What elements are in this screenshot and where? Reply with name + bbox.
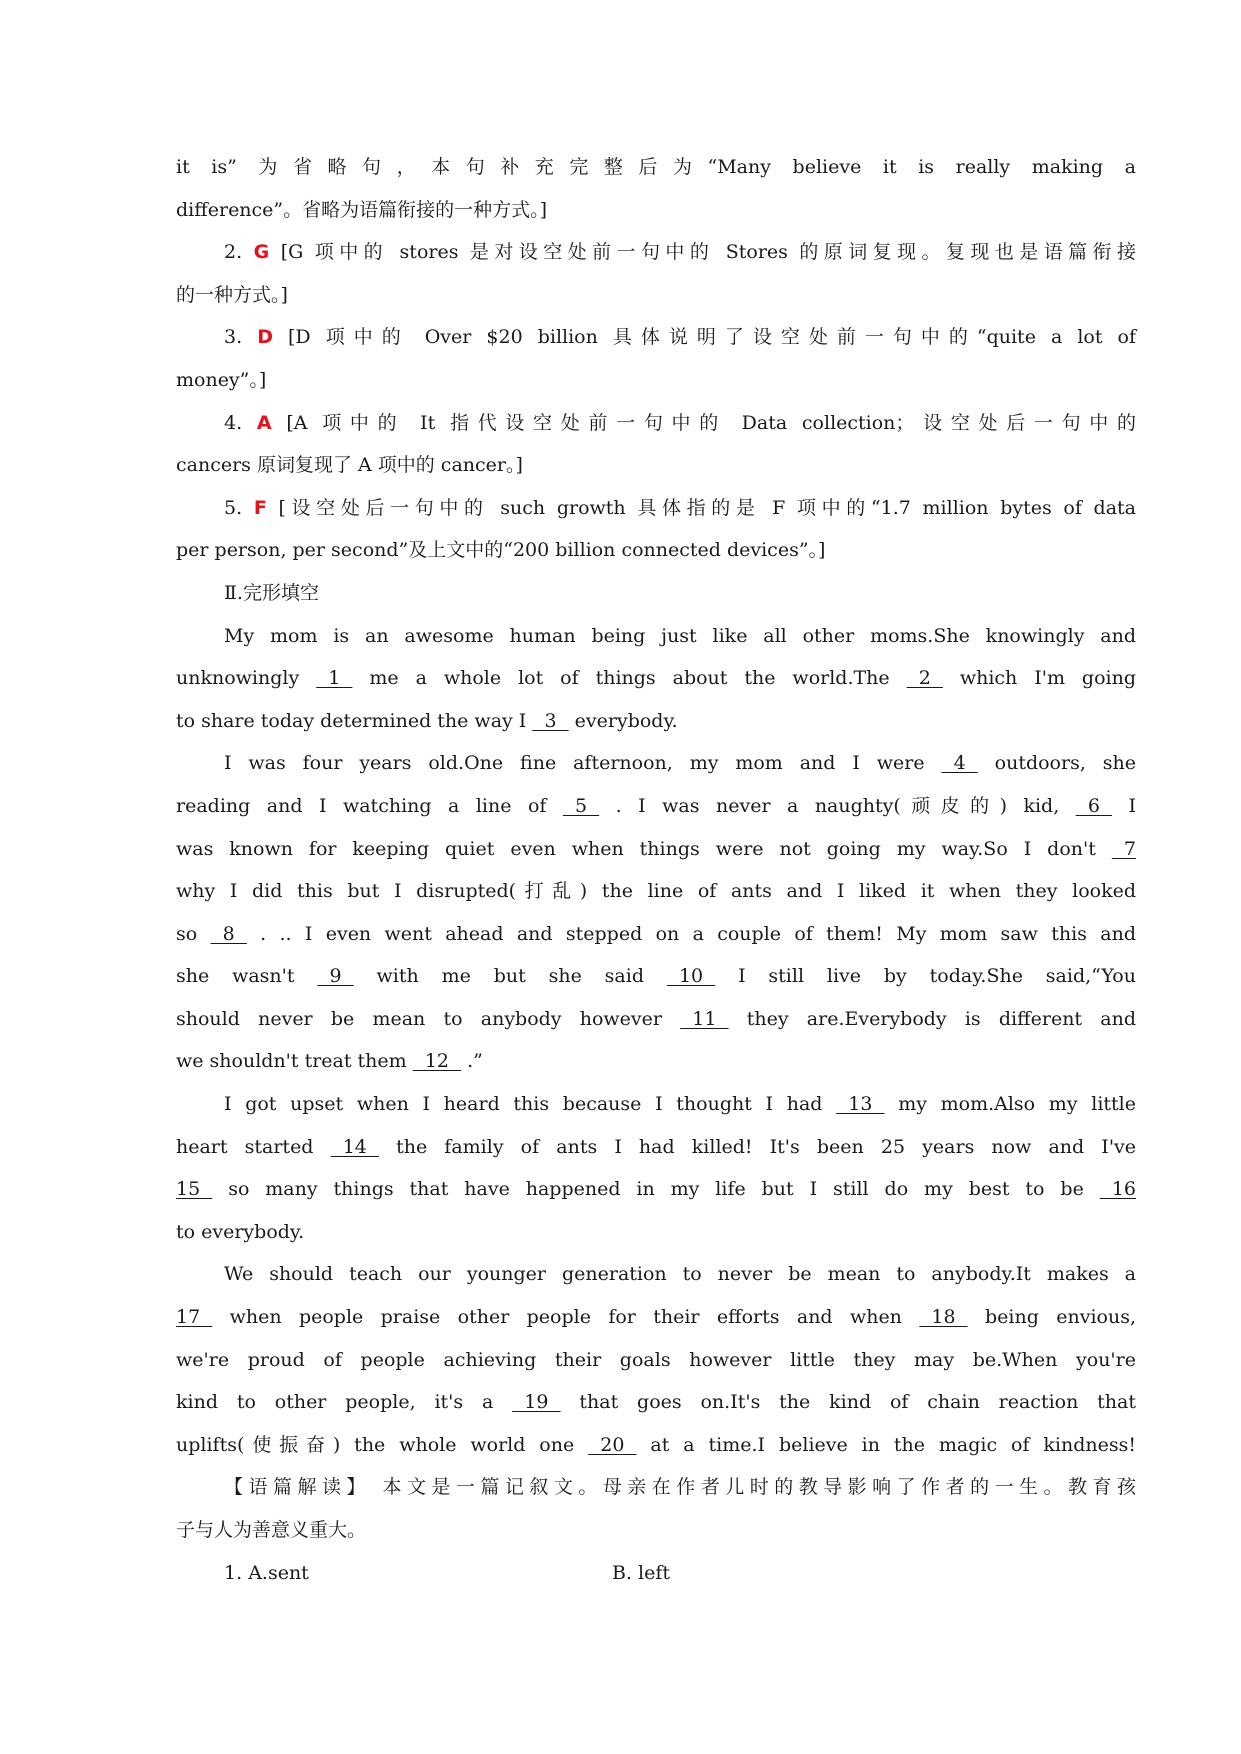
- answer-number: 4.: [224, 411, 243, 434]
- passage-p2-line-8: [176, 1040, 1136, 1083]
- blank-10: 10: [666, 965, 716, 988]
- answer-5-line-1: [176, 487, 1136, 530]
- text: should never be mean to anybody however: [176, 1007, 662, 1030]
- option-a: A.sent: [248, 1561, 309, 1584]
- blank-20: 20: [588, 1433, 637, 1456]
- answer-number: 2.: [224, 241, 243, 264]
- passage-p1-line-3: [176, 700, 1136, 743]
- blank-18: 18: [919, 1306, 968, 1329]
- text: which I'm going: [959, 667, 1136, 690]
- text: at a time.I believe in the magic of kindness!: [650, 1433, 1137, 1456]
- passage-p2-line-4: why I did this but I disrupted(打乱) the line of ants and I liked it when they looked: [176, 880, 1136, 903]
- passage-p4-line-3: we're proud of people achieving their goals however little they may be.When you're: [176, 1348, 1136, 1371]
- answer-explanation: [G 项中的 stores 是对设空处前一句中的 Stores 的原词复现。复现也是语篇衔接: [280, 241, 1137, 264]
- passage-p4-line-1: We should teach our younger generation to never be mean to anybody.It makes a: [224, 1263, 1136, 1286]
- passage-p2-line-2: [176, 785, 1136, 828]
- blank-8: 8: [210, 922, 247, 945]
- analysis-line-1: [176, 1466, 1136, 1509]
- blank-19: 19: [512, 1391, 561, 1414]
- text: outdoors, she: [994, 752, 1136, 775]
- blank-4: 4: [941, 752, 978, 775]
- passage-p1-line-1: My mom is an awesome human being just like all other moms.She knowingly and: [224, 624, 1136, 647]
- text: with me but she said: [376, 965, 644, 988]
- blank-14: 14: [330, 1135, 379, 1158]
- text: when people praise other people for their efforts and when: [229, 1306, 902, 1329]
- text: they are.Everybody is different and: [746, 1007, 1136, 1030]
- text: was known for keeping quiet even when things were not going my way.So I don't: [176, 837, 1096, 860]
- text: that goes on.It's the kind of chain reaction that: [579, 1391, 1137, 1414]
- passage-p3-line-2: [176, 1126, 1136, 1169]
- question-number: 1.: [224, 1561, 243, 1584]
- passage-p3-line-3: [176, 1168, 1136, 1211]
- passage-p2-line-7: [176, 998, 1136, 1041]
- section-title: Ⅱ.完形填空: [224, 581, 319, 604]
- text: .”: [467, 1050, 483, 1073]
- answer-4-line-1: [176, 402, 1136, 445]
- passage-p2-line-5: [176, 913, 1136, 956]
- blank-16: 16: [1099, 1178, 1136, 1201]
- answer-3-line-2: money”。]: [176, 368, 267, 391]
- answer-number: 3.: [224, 326, 243, 349]
- answer-1-line-2: difference”。省略为语篇衔接的一种方式。]: [176, 198, 548, 221]
- answer-4-line-2: cancers 原词复现了 A 项中的 cancer。]: [176, 454, 523, 477]
- passage-p2-line-6: [176, 955, 1136, 998]
- passage-p1-line-2: [176, 657, 1136, 700]
- text: the family of ants I had killed! It's been 25 years now and I've: [396, 1135, 1137, 1158]
- passage-p2-line-3: [176, 828, 1136, 871]
- answer-1-line-1: it is” 为省略句，本句补充完整后为“Many believe it is really making a: [176, 156, 1136, 178]
- passage-p2-line-1: [176, 742, 1136, 785]
- option-b: B. left: [612, 1561, 671, 1584]
- blank-15: 15: [176, 1178, 213, 1201]
- question-1-options: [176, 1552, 1136, 1595]
- text: she wasn't: [176, 965, 295, 988]
- answer-key: G: [253, 241, 270, 264]
- text: me a whole lot of things about the world.The: [369, 667, 890, 690]
- text: I got upset when I heard this because I thought I had: [224, 1093, 823, 1116]
- text: to share today determined the way I: [176, 709, 527, 732]
- text: I: [1128, 794, 1136, 817]
- analysis-text: 本文是一篇记叙文。母亲在作者儿时的教导影响了作者的一生。教育孩: [382, 1476, 1136, 1499]
- answer-2-line-1: [176, 231, 1136, 274]
- passage-p4-line-2: [176, 1296, 1136, 1339]
- text: . .. I even went ahead and stepped on a couple of them! My mom saw this and: [260, 922, 1136, 945]
- answer-key: D: [257, 326, 273, 349]
- answer-explanation: [A 项中的 It 指代设空处前一句中的 Data collection；设空处后一句中的: [286, 411, 1136, 434]
- blank-9: 9: [317, 965, 354, 988]
- passage-p4-line-5: [176, 1424, 1136, 1467]
- blank-12: 12: [412, 1050, 462, 1073]
- answer-explanation: [设空处后一句中的 such growth 具体指的是 F 项中的“1.7 million bytes of data: [278, 496, 1136, 519]
- document-body: [176, 146, 1136, 1594]
- answer-key: F: [253, 496, 267, 519]
- passage-p4-line-4: [176, 1381, 1136, 1424]
- text: so: [176, 922, 198, 945]
- answer-explanation: [D 项中的 Over $20 billion 具体说明了设空处前一句中的“quite a lot of: [288, 326, 1137, 349]
- text: I still live by today.She said,“You: [738, 965, 1136, 988]
- blank-2: 2: [906, 667, 943, 690]
- answer-5-line-2: per person, per second”及上文中的“200 billion connected devices”。]: [176, 539, 826, 562]
- blank-11: 11: [680, 1007, 729, 1030]
- blank-13: 13: [836, 1093, 885, 1116]
- text: heart started: [176, 1135, 314, 1158]
- blank-3: 3: [532, 709, 569, 732]
- text: I was four years old.One fine afternoon, my mom and I were: [224, 752, 925, 775]
- passage-p3-line-1: [176, 1083, 1136, 1126]
- analysis-line-2: 子与人为善意义重大。: [176, 1519, 367, 1541]
- text: unknowingly: [176, 667, 300, 690]
- passage-p3-line-4: to everybody.: [176, 1220, 305, 1243]
- answer-3-line-1: [176, 316, 1136, 359]
- text: reading and I watching a line of: [176, 794, 547, 817]
- text: everybody.: [574, 709, 678, 732]
- answer-key: A: [256, 411, 272, 434]
- text: we shouldn't treat them: [176, 1050, 407, 1073]
- analysis-label: 【语篇解读】: [224, 1476, 371, 1499]
- blank-7: 7: [1111, 837, 1136, 860]
- text: so many things that have happened in my life but I still do my best to be: [228, 1178, 1084, 1201]
- answer-2-line-2: 的一种方式。]: [176, 283, 288, 306]
- text: uplifts(使振奋) the whole world one: [176, 1433, 575, 1456]
- text: my mom.Also my little: [898, 1093, 1136, 1116]
- blank-6: 6: [1075, 794, 1112, 817]
- text: being envious,: [985, 1306, 1136, 1329]
- answer-number: 5.: [224, 496, 243, 519]
- blank-1: 1: [316, 667, 353, 690]
- text: . I was never a naughty(顽皮的) kid,: [615, 794, 1060, 817]
- blank-5: 5: [562, 794, 600, 817]
- text: kind to other people, it's a: [176, 1391, 494, 1414]
- blank-17: 17: [176, 1306, 213, 1329]
